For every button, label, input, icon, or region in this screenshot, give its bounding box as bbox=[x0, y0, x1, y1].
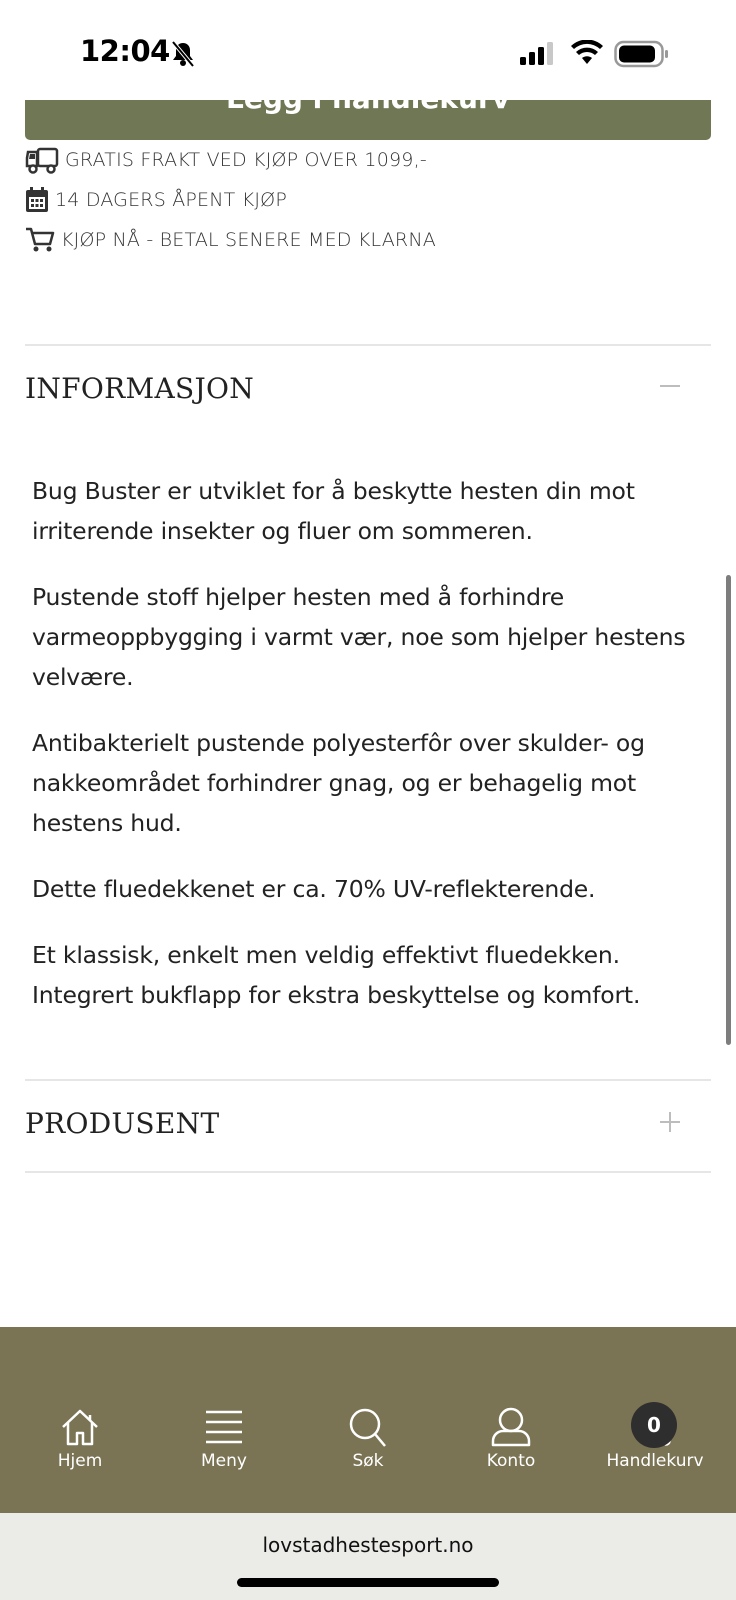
status-bar bbox=[0, 0, 736, 100]
nav-item-menu[interactable] bbox=[164, 1407, 284, 1471]
bell-slash-icon bbox=[170, 40, 196, 68]
usp-text: 14 DAGERS ÅPENT KJØP bbox=[55, 189, 287, 211]
divider bbox=[25, 1171, 711, 1173]
battery-icon bbox=[614, 40, 670, 68]
home-icon bbox=[59, 1407, 101, 1447]
usp-text: KJØP NÅ - BETAL SENERE MED KLARNA bbox=[61, 229, 436, 251]
description-paragraph: Et klassisk, enkelt men veldig effektivt fluedekken. Integrert bukflapp for ekstra beskyttelse og komfort. bbox=[32, 941, 641, 1009]
description-paragraph: Antibakterielt pustende polyesterfôr over skulder- og nakkeområdet forhindrer gnag, og er behagelig mot hestens hud. bbox=[32, 729, 645, 837]
accordion-informasjon-content bbox=[32, 471, 702, 1041]
nav-item-account[interactable] bbox=[451, 1407, 571, 1471]
accordion-title: PRODUSENT bbox=[25, 1107, 220, 1140]
divider bbox=[25, 1079, 711, 1081]
usp-free-shipping bbox=[25, 146, 427, 174]
usp-klarna bbox=[25, 226, 436, 254]
page-scrollbar[interactable] bbox=[726, 575, 731, 1045]
nav-label: Hjem bbox=[57, 1451, 103, 1471]
truck-icon bbox=[25, 146, 59, 174]
menu-icon bbox=[203, 1407, 245, 1447]
minus-icon[interactable] bbox=[658, 374, 682, 398]
user-icon bbox=[490, 1407, 532, 1447]
cart-count-badge: 0 bbox=[631, 1402, 677, 1448]
bottom-nav bbox=[0, 1327, 736, 1513]
usp-text: GRATIS FRAKT VED KJØP OVER 1099,- bbox=[65, 149, 427, 171]
description-paragraph: Pustende stoff hjelper hesten med å forhindre varmeoppbygging i varmt vær, noe som hjelper hestens velvære. bbox=[32, 583, 686, 691]
cart-icon bbox=[25, 226, 55, 254]
nav-label: Handlekurv bbox=[606, 1451, 704, 1471]
nav-label: Meny bbox=[201, 1451, 247, 1471]
accordion-title: INFORMASJON bbox=[25, 372, 255, 405]
cellular-signal-icon bbox=[520, 42, 558, 66]
calendar-icon bbox=[25, 186, 49, 214]
nav-label: Søk bbox=[352, 1451, 384, 1471]
wifi-icon bbox=[570, 40, 604, 66]
divider bbox=[25, 344, 711, 346]
description-paragraph: Dette fluedekkenet er ca. 70% UV-reflekterende. bbox=[32, 875, 596, 903]
plus-icon[interactable] bbox=[658, 1110, 682, 1134]
nav-item-home[interactable] bbox=[20, 1407, 140, 1471]
description-paragraph: Bug Buster er utviklet for å beskytte hesten din mot irriterende insekter og fluer om sommeren. bbox=[32, 477, 635, 545]
url-text: lovstadhestesport.no bbox=[262, 1533, 474, 1557]
status-time: 12:04 bbox=[80, 34, 170, 68]
search-icon bbox=[347, 1407, 389, 1447]
nav-item-search[interactable] bbox=[308, 1407, 428, 1471]
home-indicator[interactable] bbox=[237, 1578, 499, 1587]
nav-label: Konto bbox=[486, 1451, 536, 1471]
usp-open-purchase bbox=[25, 186, 287, 214]
